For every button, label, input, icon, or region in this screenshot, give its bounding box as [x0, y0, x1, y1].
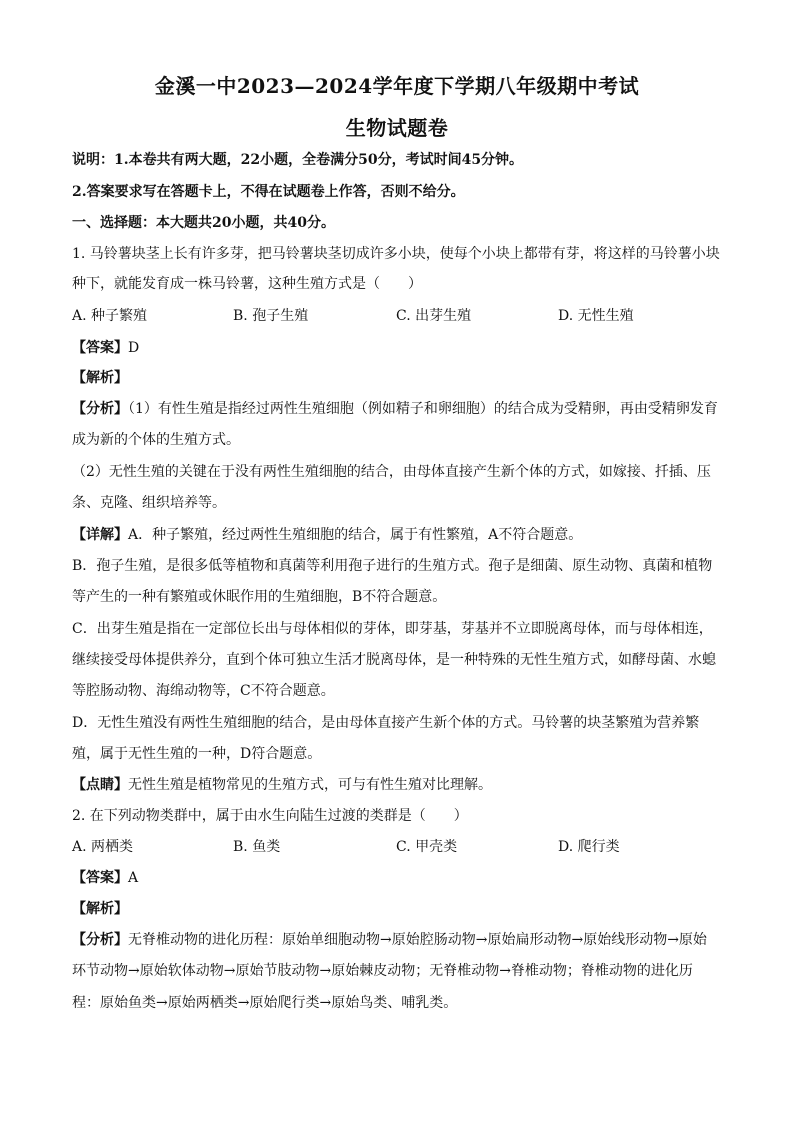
q2-option-b: B. 鱼类 — [233, 839, 281, 855]
q1-detail-line-d2: 殖，属于无性生殖的一种，D符合题意。 — [72, 746, 322, 762]
page-subtitle: 生物试题卷 — [345, 116, 449, 140]
instructions-line-1: 说明：1.本卷共有两大题，22小题，全卷满分50分，考试时间45分钟。 — [72, 152, 524, 168]
q1-detail-line-c2: 继续接受母体提供养分，直到个体可独立生活才脱离母体，是一种特殊的无性生殖方式，如酵母菌、水螅 — [72, 652, 716, 668]
q1-option-c: C. 出芽生殖 — [396, 308, 472, 324]
q2-option-c: C. 甲壳类 — [396, 839, 458, 855]
q1-detail-text-a: A．种子繁殖，经过两性生殖细胞的结合，属于有性繁殖，A不符合题意。 — [128, 527, 583, 543]
q1-detail-line-a — [72, 525, 722, 545]
q2-analysis-label: 【解析】 — [72, 901, 128, 917]
q1-answer — [72, 338, 722, 358]
instructions-line-2: 2.答案要求写在答题卡上，不得在试题卷上作答，否则不给分。 — [72, 184, 465, 200]
q2-answer-value: A — [128, 870, 139, 886]
q1-detail-line-d1: D．无性生殖没有两性生殖细胞的结合，是由母体直接产生新个体的方式。马铃薯的块茎繁殖为营养繁 — [72, 715, 700, 731]
q1-comment-tag: 【点睛】 — [72, 777, 128, 793]
q1-fenxi-line-3: （2）无性生殖的关键在于没有两性生殖细胞的结合，由母体直接产生新个体的方式，如嫁接、扦插、压 — [72, 464, 711, 480]
q1-fenxi-line-1 — [72, 399, 722, 419]
q1-detail-line-c1: C．出芽生殖是指在一定部位长出与母体相似的芽体，即芽基，芽基并不立即脱离母体，而与母体相连， — [72, 621, 713, 637]
q1-detail-line-b2: 等产生的一种有繁殖或休眠作用的生殖细胞，B不符合题意。 — [72, 589, 447, 605]
q1-fenxi-line-4: 条、克隆、组织培养等。 — [72, 495, 226, 511]
q2-option-a: A. 两栖类 — [72, 839, 134, 855]
q2-fenxi-line-1 — [72, 930, 722, 950]
q1-option-d: D. 无性生殖 — [558, 308, 634, 324]
page-title: 金溪一中2023—2024学年度下学期八年级期中考试 — [154, 74, 640, 98]
q2-fenxi-text-1: 无脊椎动物的进化历程：原始单细胞动物→原始腔肠动物→原始扁形动物→原始线形动物→原始 — [128, 932, 707, 948]
q1-option-b: B. 孢子生殖 — [233, 308, 309, 324]
q2-fenxi-tag: 【分析】 — [72, 932, 128, 948]
q1-detail-tag: 【详解】 — [72, 527, 128, 543]
q1-stem-line-1: 1. 马铃薯块茎上长有许多芽，把马铃薯块茎切成许多小块，使每个小块上都带有芽，将这样的马铃薯小块 — [72, 246, 720, 262]
q2-option-d: D. 爬行类 — [558, 839, 620, 855]
q1-option-a: A. 种子繁殖 — [72, 308, 148, 324]
q1-stem-line-2: 种下，就能发育成一株马铃薯，这种生殖方式是（ ） — [72, 276, 422, 292]
q1-detail-line-b1: B．孢子生殖，是很多低等植物和真菌等利用孢子进行的生殖方式。孢子是细菌、原生动物、真菌和植物 — [72, 558, 713, 574]
q1-fenxi-tag: 【分析】 — [72, 401, 128, 417]
q2-analysis-tag — [72, 899, 722, 919]
q1-fenxi-text-1: （1）有性生殖是指经过两性生殖细胞（例如精子和卵细胞）的结合成为受精卵，再由受精卵发育 — [128, 401, 718, 417]
q2-answer-tag: 【答案】 — [72, 870, 128, 886]
q2-fenxi-line-2: 环节动物→原始软体动物→原始节肢动物→原始棘皮动物；无脊椎动物→脊椎动物；脊椎动物的进化历 — [72, 963, 693, 979]
q1-answer-tag: 【答案】 — [72, 340, 128, 356]
q2-stem: 2. 在下列动物类群中，属于由水生向陆生过渡的类群是（ ） — [72, 808, 468, 824]
q1-analysis-label: 【解析】 — [72, 370, 128, 386]
q2-answer — [72, 868, 722, 888]
q1-fenxi-line-2: 成为新的个体的生殖方式。 — [72, 432, 240, 448]
q1-detail-line-c3: 等腔肠动物、海绵动物等，C不符合题意。 — [72, 683, 335, 699]
q1-comment-line — [72, 775, 722, 795]
q1-comment-text: 无性生殖是植物常见的生殖方式，可与有性生殖对比理解。 — [128, 777, 492, 793]
q1-answer-value: D — [128, 340, 140, 356]
q1-analysis-tag — [72, 368, 722, 388]
q2-fenxi-line-3: 程：原始鱼类→原始两栖类→原始爬行类→原始鸟类、哺乳类。 — [72, 995, 458, 1011]
section-heading: 一、选择题：本大题共20小题，共40分。 — [72, 215, 335, 231]
